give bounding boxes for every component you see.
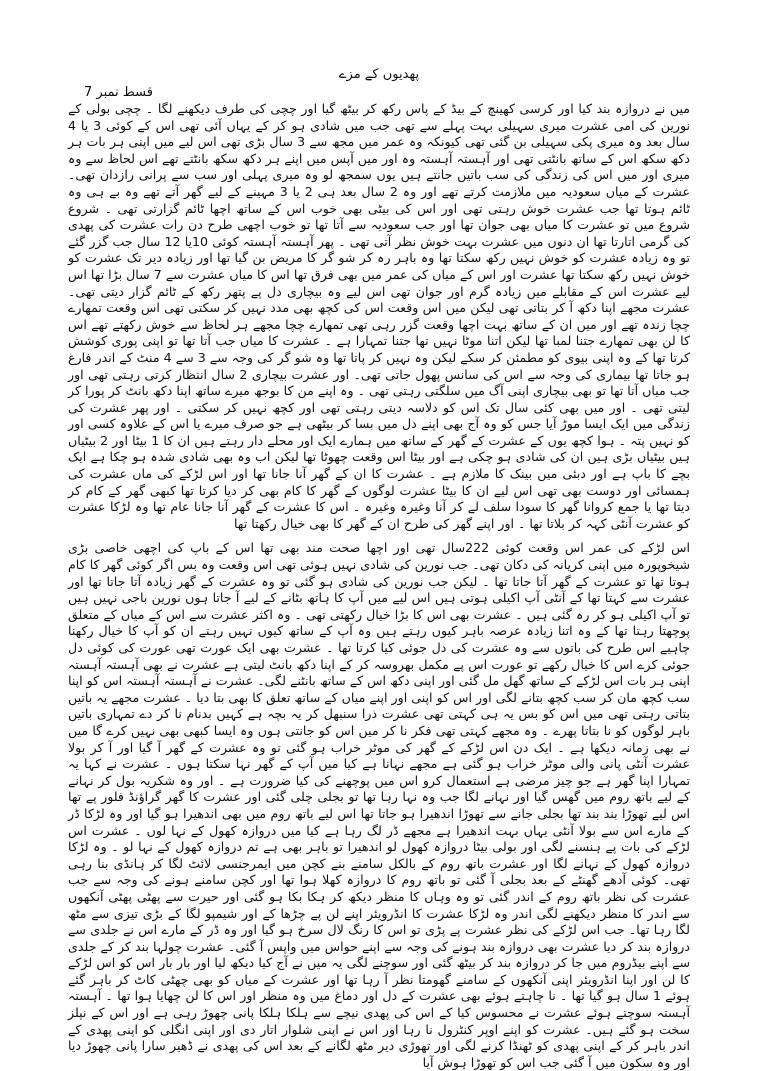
episode-number: قسط نمبر 7 xyxy=(84,85,153,100)
paragraph-1: میں نے دروازہ بند کیا اور کرسی کھینچ کے بیڈ کے پاس رکھ کر بیٹھ گیا اور چچی کی طرف دیکھنے لگا ۔ چچی بولی کے نورین کی امی عشرت میری سہیلی بہت پہلے سے تھی جب میں شادی ہو کر کے یہاں آئی تھی اس کے کوئی 3 یا 4 سال بعد وہ میری پکی سہیلی بن گئی تھی کیونکہ وہ عمر میں مجھ سے 3 سال بڑی تھی اس لیے میں اپنی ہر بات ہر دکھ سکھ اس کے ساتھ بانٹتی تھی اور آہستہ آہستہ وہ اور میں آپس میں اپنے ہر دکھ سکھ بانٹتے تھے اس لحاظ سے وہ میری اور میں اس کی زندگی کی سب باتیں جانتے ہیں یوں سمجھ لو وہ میری پہلی اور سب سے پرانی رازدان تھی۔ عشرت کے میاں سعودیہ میں ملازمت کرتے تھے اور وہ 2 سال بعد ہی 2 یا 3 مہینے کے لیے گھر آتے تھے وہ بے ہی وہ ٹائم ہوتا تھا جب عشرت خوش رہتی تھی اور اس کی بیٹی بھی خوب اس کے ساتھ اچھا ٹائم گزارتی تھی ۔ شروع شروع میں تو عشرت کا میاں بھی جوان تھا اور جب سعودیہ سے آتا تھا تو خوب اچھی طرح دن رات عشرت کی پھدی کی گرمی اتارتا تھا ان دنوں میں عشرت بہت خوش نظر آتی تھی ۔ پھر آہستہ آہستہ کوئی 10یا 12 سال جب گزر گئے تو وہ زیادہ عشرت کو خوش نہیں رکھ سکتا تھا وہ باہر رہ کر شو گر کا مریض بن گیا تھا اور زیادہ دیر تک عشرت کو خوش نہیں رکھ سکتا تھا عشرت اور اس کے میاں کی عمر میں بھی فرق تھا اس کا میاں عشرت سے 7 سال بڑا تھا اس لیے عشرت اس کے مقابلے میں زیادہ گرم اور جوان تھی اس لیے وہ بیچاری دل پے پتھر رکھ کے ٹائم گزار دیتی تھی۔ عشرت مجھے اپنا دکھ آ کر بتاتی تھی لیکن میں اس وقعت اس کی کچھ بھی مدد نہیں کر سکتی تھی اس وقعت تمھارے چچا زندہ تھے اور میں ان کے ساتھ بہت اچھا وقعت گزر رہی تھی تمھارے چچا مجھے ہر لحاظ سے خوش رکھتے تھے اس کا لن بھی تمھارے جتنا لمبا تھا لیکن اتنا موٹا نہیں تھا جتنا تمہارا ہے ۔ عشرت کا میاں جب آتا تھا تو اپنی پوری کوشش کرتا تھا کے وہ اپنی بیوی کو مطمئن کر سکے لیکن وہ نہیں کر پاتا تھا وہ شو گر کی وجہ سے 3 سے 4 منٹ کے اندر فارغ ہو جاتا تھا بیماری کی وجہ سے اس کی سانس پھول جاتی تھی۔ اور عشرت بیچاری 2 سال انتظار کرتی رہتی تھی اور جب میاں آتا تھا تو بھی بیچاری اپنی آگ میں سلگتی رہتی تھی ۔ وہ اپنے من کا بوجھ میرے ساتھ اپنا دکھ بانٹ کر پورا کر لیتی تھی ۔ اور میں بھی کئی سال تک اس کو دلاسہ دیتی رہتی تھی اور کچھ نہیں کر سکتی ۔ اور پھر عشرت کی زندگی میں ایک ایسا موڑ آیا جس کو وہ آج بھی اپنے دل میں بسا کر بیٹھی ہے جو صرف میرے یا اس کے علاوہ کسی اور کو نہیں پتہ ۔ ہوا کچھ یوں کے عشرت کے گھر کے ساتھ میں ہمارے ایک اور محلے دار رہتے ہیں ان کا 1 بیٹا اور 2 بیٹیاں ہیں بیٹیاں بڑی ہیں ان کی شادی ہو چکی ہے اور بیٹا اس وقعت چھوٹا تھا لیکن اب وہ بھی شادی شدہ ہو چکا ہے ایک بچے کا باپ ہے اور دبئی میں بینک کا ملازم ہے ۔ عشرت کا ان کے گھر آنا جانا تھا اور اس لڑکے کی ماں عشرت کی ہمسائی اور دوست بھی تھی اس لیے ان کا بیٹا عشرت لوگوں کے گھر کا کام بھی کر دیا کرتا تھا کبھی گھر کے کام کر دیتا تھا یا جمع کروانا گھر کا سودا سلف لے کر آنا وغیرہ وغیرہ ۔ اس کا عشرت کے گھر آنا جانا عام تھا وہ لڑکا عشرت کو عشرت آنٹی کہہ کر بلاتا تھا ۔ اور اپنے گھر کی طرح ان کے گھر کا بھی خیال رکھتا تھا xyxy=(68,101,691,531)
document-title: پھدیوں کے مزے xyxy=(338,67,420,82)
paragraph-2: اس لڑکے کی عمر اس وقعت کوئی 222سال تھی اور اچھا صحت مند بھی تھا اس کے باپ کی اچھی خاصی بڑی شیخوپورہ میں اپنی کریانہ کی دکان تھی۔ جب نورین کی شادی نہیں ہوئی تھی اس وقعت وہ بس اگر کوئی گھر کا کام ہوتا تھا تو عشرت کے گھر آتا جاتا تھا ۔ لیکن جب نورین کی شادی ہو گئی تو وہ عشرت کے گھر زیادہ آتا جاتا تھا اور عشرت سے کہتا تھا کے آنٹی آپ اکیلی ہوتی ہیں اس لیے میں آپ کا ہاتھ بٹانے کے لیے آ جاتا ہوں نورین باجی نہیں ہیں تو آپ اکیلی ہو کر رہ گئی ہیں ۔ عشرت بھی اس کا بڑا خیال رکھتی تھی ۔ وہ اکثر عشرت سے اس کے میاں کے متعلق پوچھتا رہتا تھا کے وہ اتنا زیادہ عرصہ باہر کیوں رہتے ہیں وہ آپ کے ساتھ کیوں نہیں رہتے ان کو آپ کا خیال رکھنا چاہیے اس طرح کی باتوں سے وہ عشرت کی دل جوئی کیا کرتا تھا ۔ عشرت بھی ایک عورت تھی عورت کی کوئی دل جوئی کرے اس کا خیال رکھے تو عورت اس پے مکمل بھروسہ کر کے اپنا دکھ بانٹ لیتی ہے عشرت نے بھی آہستہ آہستہ اپنی ہر بات اس لڑکے کے ساتھ گھل مل گئی اور اپنی دکھ اس کے ساتھ بانٹنے لگی۔ عشرت نے آہستہ آہستہ اس کو اپنا سب کچھ مان کر سب کچھ بتانے لگی اور اس کو اپنی اور اپنے میاں کے ساتھ تعلق کا بھی بتا دیا ۔ عشرت مجھے یہ باتیں بتاتی رہتی تھی میں اس کو بس یہ ہی کہتی تھی عشرت ذرا سنبھل کر یہ بچہ ہے کہیں بدنام نا کر دے تمہاری باتیں باہر لوگوں کو نا بتاتا پھرے ۔ وہ مجھے کہتی تھی فکر نا کر میں اس کو جانتی ہوں وہ ایسا کبھی بھی نہیں کرے گا میں نے بھی زمانہ دیکھا ہے ۔ ایک دن اس لڑکے کے گھر کی موٹر خراب ہو گئی تو وہ عشرت کے گھر آ گیا اور آ کر بولا عشرت آنٹی پانی والی موٹر خراب ہو گئی ہے مجھے نہانا ہے کیا میں آپ کے گھر نہا سکتا ہوں ۔ عشرت نے کہا یہ تمہارا اپنا گھر ہے جو چیز مرضی ہے استعمال کرو اس میں پوچھنے کی کیا ضرورت ہے ۔ اور وہ شکریہ بول کر نہانے کے لیے باتھ روم میں گھس گیا اور نہانے لگا جب وہ نہا رہا تھا تو بجلی چلی گئی اور عشرت کا گھر گراؤنڈ فلور پے تھا اس لیے تھوڑا بند بند تھا بجلی جانے سے تھوڑا اندھیرا ہو جاتا تھا اس لیے باتھ روم میں بھی اندھیرا ہو گیا اور وہ لڑکا ڈر کے مارے اس سے بولا آنٹی یہاں بہت اندھیرا ہے مجھے ڈر لگ رہا ہے کیا میں دروازہ کھول کے نہا لوں ۔ عشرت اس لڑکے کی بات پے ہنسنے لگی اور بولی بیٹا دروازہ کھول لو اندھیرا تو باہر بھی ہے تم دروازہ کھول کے نہا لو ۔ وہ لڑکا دروازہ کھول کے نہانے لگا اور عشرت باتھ روم کے بالکل سامنے بنے کچن میں ایمرجنسی لائٹ لگا کر ہانڈی بنا رہی تھی۔ کوئی آدھے گھنٹے کے بعد بجلی آ گئی تو باتھ روم کا دروازہ کھلا ہوا تھا اور کچن سامنے ہونے کی وجہ سے جب عشرت کی نظر باتھ روم کے اندر گئی تو وہ وہاں کا منظر دیکھ کر ہکا بکا ہو گئی اور حیرت سے پھٹی پھٹی آنکھوں سے اندر کا منظر دیکھنے لگی اندر وہ لڑکا عشرت کا انڈرویئر اپنے لن پے چڑھا کے اور شیمپو لگا کے بڑی تیزی سے مٹھ لگا رہا تھا۔ جب اس لڑکے کی نظر عشرت پے پڑی تو اس کا رنگ لال سرخ ہو گیا اور وہ ڈر کے مارے اس نے جلدی سے دروازہ بند کر دیا عشرت بھی دروازہ بند ہونے کی وجہ سے اپنے حواس میں واپس آ گئی۔ عشرت چولہا بند کر کے جلدی سے اپنے بیڈروم میں جا کر دروازہ بند کر بیٹھ گئی اور سوچنے لگی یہ میں نے آج کیا دیکھ لیا اور بار بار اس کو اس لڑکے کا لن اور اپنا انڈرویئر اپنی آنکھوں کے سامنے گھومتا نظر آ رہا تھا اور عشرت کے میاں کو بھی چھٹی کاٹ کر باہر گئے ہوئے 1 سال ہو گیا تھا ۔ نا چاہتے ہوئے بھی عشرت کے دل اور دماغ میں وہ منظر اور اس کا لن چھایا ہوا تھا ۔ آہستہ آہستہ سوچتے ہوئے عشرت نے محسوس کیا کے اس کی پھدی نیچے سے ہلکا ہلکا پانی چھوڑ رہی ہے اور اس کے نپلز سخت ہو گئے ہیں۔ عشرت کو اپنے اوپر کنٹرول نا رہا اور اس نے اپنی شلوار اتار دی اور اپنی انگلی کو اپنی پھدی کے اندر باہر کر کے اپنی پھدی کو ٹھنڈا کرنے لگی اور تھوڑی دیر مٹھ لگانے کے بعد اس کی پھدی نے ڈھیر سارا پانی چھوڑ دیا اور وہ سکون میں آ گئی جب اس کو تھوڑا ہوش آیا xyxy=(68,540,690,1070)
